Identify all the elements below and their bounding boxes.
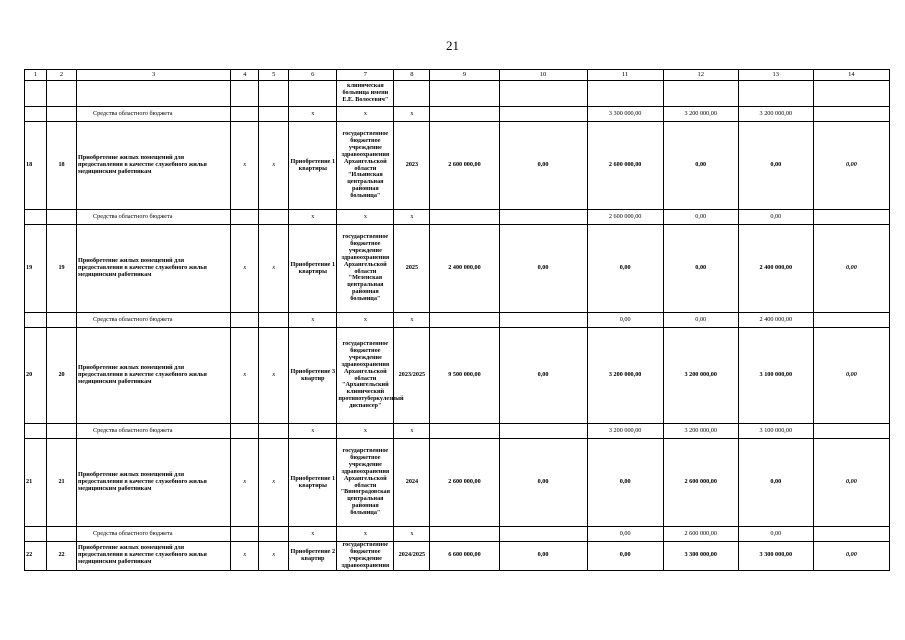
cell-c3: Приобретение жилых помещений для предоставления в качестве служебного жилья медицинским работникам — [77, 328, 231, 424]
cell-c13: 2 400 000,00 — [738, 313, 813, 328]
cell-c13: 3 100 000,00 — [738, 424, 813, 439]
header-cell: 5 — [259, 70, 289, 81]
cell-c6: Приобретение 2 квартир — [289, 542, 337, 571]
cell-c10 — [499, 313, 587, 328]
table-row — [25, 328, 890, 424]
empty-cell — [25, 313, 47, 328]
empty-cell — [259, 527, 289, 542]
empty-cell — [25, 527, 47, 542]
cell-c12: 3 300 000,00 — [663, 542, 738, 571]
cell-c1: 19 — [25, 225, 47, 313]
cell-c13: 3 100 000,00 — [738, 328, 813, 424]
subtotal-row — [25, 313, 890, 328]
empty-cell — [47, 313, 77, 328]
cell-c3: Приобретение жилых помещений для предоставления в качестве служебного жилья медицинским работникам — [77, 225, 231, 313]
cell-c14: 0,00 — [813, 225, 889, 313]
header-cell: 6 — [289, 70, 337, 81]
cell-c13: 0,00 — [738, 439, 813, 527]
cell-c3: Приобретение жилых помещений для предоставления в качестве служебного жилья медицинским работникам — [77, 122, 231, 210]
cell-c11: 3 300 000,00 — [587, 107, 663, 122]
cell-c12: 2 600 000,00 — [663, 439, 738, 527]
cell-c3: Приобретение жилых помещений для предоставления в качестве служебного жилья медицинским работникам — [77, 439, 231, 527]
cell-c14: 0,00 — [813, 542, 889, 571]
cell-c10: 0,00 — [499, 225, 587, 313]
empty-cell — [231, 210, 259, 225]
cell-c9: 9 500 000,00 — [430, 328, 499, 424]
cell-c7: x — [337, 107, 394, 122]
cell-c7: государственное бюджетное учреждение здравоохранения Архангельской области "Виноградовская центральная районная больница" — [337, 439, 394, 527]
cell-c9 — [430, 527, 499, 542]
cell-c11: 0,00 — [587, 439, 663, 527]
subtotal-row — [25, 527, 890, 542]
cell-c9: 2 600 000,00 — [430, 122, 499, 210]
empty-cell — [25, 210, 47, 225]
cell-c14 — [813, 107, 889, 122]
cell-c2: 22 — [47, 542, 77, 571]
empty-cell — [25, 424, 47, 439]
subtotal-row — [25, 424, 890, 439]
header-cell: 1 — [25, 70, 47, 81]
cell-c3: Средства областного бюджета — [77, 107, 231, 122]
cell-c5: x — [259, 542, 289, 571]
cell-c6: x — [289, 527, 337, 542]
empty-cell — [47, 424, 77, 439]
cell-c8: x — [394, 210, 430, 225]
empty-cell — [259, 424, 289, 439]
header-cell: 11 — [587, 70, 663, 81]
header-cell: 4 — [231, 70, 259, 81]
cell-c8: 2023/2025 — [394, 328, 430, 424]
subtotal-row — [25, 210, 890, 225]
cell-c8: 2025 — [394, 225, 430, 313]
cell-c6: Приобретение 3 квартир — [289, 328, 337, 424]
cell-c2: 18 — [47, 122, 77, 210]
cell-c14: 0,00 — [813, 328, 889, 424]
cell-c3: Средства областного бюджета — [77, 210, 231, 225]
cell-c11: 0,00 — [587, 225, 663, 313]
cell-c10: 0,00 — [499, 542, 587, 571]
cell-c10: 0,00 — [499, 122, 587, 210]
cell-c10: 0,00 — [499, 328, 587, 424]
header-cell: 3 — [77, 70, 231, 81]
cell-c13: 3 200 000,00 — [738, 107, 813, 122]
header-cell: 2 — [47, 70, 77, 81]
cell-c7: государственное бюджетное учреждение здравоохранения Архангельской области "Архангельский клинический противотуберкулезный диспансер" — [337, 328, 394, 424]
cell-c13: 0,00 — [738, 210, 813, 225]
cell-c2: 21 — [47, 439, 77, 527]
cell-c1: 22 — [25, 542, 47, 571]
cell-c6: Приобретение 1 квартиры — [289, 122, 337, 210]
cell-c12: 0,00 — [663, 225, 738, 313]
cell-c11: 2 600 000,00 — [587, 210, 663, 225]
empty-cell — [25, 107, 47, 122]
cell-c6: x — [289, 210, 337, 225]
cell-c11: 0,00 — [587, 527, 663, 542]
header-cell: 10 — [499, 70, 587, 81]
cell-c6: x — [289, 313, 337, 328]
cell-c14 — [813, 424, 889, 439]
cell-c9: 2 400 000,00 — [430, 225, 499, 313]
organization-cell: клиническая больница имени Е.Е. Волосевич" — [337, 81, 394, 107]
empty-cell — [47, 107, 77, 122]
cell-c9 — [430, 424, 499, 439]
cell-c10 — [499, 107, 587, 122]
cell-c9: 2 600 000,00 — [430, 439, 499, 527]
cell-c6: Приобретение 1 квартиры — [289, 225, 337, 313]
cell-c13: 2 400 000,00 — [738, 225, 813, 313]
cell-c3: Средства областного бюджета — [77, 424, 231, 439]
cell-c2: 20 — [47, 328, 77, 424]
empty-cell — [259, 210, 289, 225]
cell-c7: государственное бюджетное учреждение здравоохранения Архангельской области "Ильинская центральная районная больница" — [337, 122, 394, 210]
cell-c12: 0,00 — [663, 122, 738, 210]
cell-c1: 20 — [25, 328, 47, 424]
table-row — [25, 225, 890, 313]
cell-c4: x — [231, 225, 259, 313]
cell-c13: 0,00 — [738, 527, 813, 542]
cell-c11: 2 600 000,00 — [587, 122, 663, 210]
continuation-row — [25, 81, 890, 107]
cell-c8: x — [394, 107, 430, 122]
subtotal-row — [25, 107, 890, 122]
cell-c4: x — [231, 542, 259, 571]
empty-cell — [47, 527, 77, 542]
cell-c8: x — [394, 313, 430, 328]
cell-c8: x — [394, 424, 430, 439]
cell-c6: Приобретение 1 квартиры — [289, 439, 337, 527]
empty-cell — [231, 527, 259, 542]
cell-c5: x — [259, 328, 289, 424]
header-cell: 8 — [394, 70, 430, 81]
cell-c5: x — [259, 122, 289, 210]
cell-c11: 0,00 — [587, 313, 663, 328]
header-cell: 9 — [430, 70, 499, 81]
table-row — [25, 439, 890, 527]
header-cell: 13 — [738, 70, 813, 81]
cell-c8: x — [394, 527, 430, 542]
cell-c8: 2024/2025 — [394, 542, 430, 571]
cell-c4: x — [231, 328, 259, 424]
cell-c6: x — [289, 424, 337, 439]
cell-c3: Приобретение жилых помещений для предоставления в качестве служебного жилья медицинским работникам — [77, 542, 231, 571]
cell-c13: 3 300 000,00 — [738, 542, 813, 571]
empty-cell — [231, 313, 259, 328]
cell-c12: 3 200 000,00 — [663, 107, 738, 122]
cell-c6: x — [289, 107, 337, 122]
cell-c7: x — [337, 424, 394, 439]
cell-c12: 2 600 000,00 — [663, 527, 738, 542]
cell-c13: 0,00 — [738, 122, 813, 210]
cell-c11: 0,00 — [587, 542, 663, 571]
cell-c9 — [430, 107, 499, 122]
table-row — [25, 122, 890, 210]
header-row — [25, 70, 890, 81]
header-cell: 14 — [813, 70, 889, 81]
cell-c7: x — [337, 313, 394, 328]
cell-c14 — [813, 210, 889, 225]
budget-table — [24, 69, 890, 571]
header-cell: 7 — [337, 70, 394, 81]
cell-c11: 3 200 000,00 — [587, 328, 663, 424]
header-cell: 12 — [663, 70, 738, 81]
cell-c7: x — [337, 210, 394, 225]
cell-c7: государственное бюджетное учреждение здравоохранения — [337, 542, 394, 571]
empty-cell — [47, 210, 77, 225]
cell-c5: x — [259, 225, 289, 313]
cell-c12: 3 200 000,00 — [663, 328, 738, 424]
cell-c3: Средства областного бюджета — [77, 313, 231, 328]
cell-c9: 6 600 000,00 — [430, 542, 499, 571]
empty-cell — [231, 107, 259, 122]
cell-c12: 0,00 — [663, 313, 738, 328]
cell-c9 — [430, 313, 499, 328]
cell-c5: x — [259, 439, 289, 527]
cell-c10 — [499, 527, 587, 542]
table-row — [25, 542, 890, 571]
cell-c7: государственное бюджетное учреждение здравоохранения Архангельской области "Мезенская центральная районная больница" — [337, 225, 394, 313]
cell-c14: 0,00 — [813, 122, 889, 210]
cell-c14: 0,00 — [813, 439, 889, 527]
cell-c9 — [430, 210, 499, 225]
cell-c3: Средства областного бюджета — [77, 527, 231, 542]
cell-c7: x — [337, 527, 394, 542]
empty-cell — [259, 107, 289, 122]
cell-c10: 0,00 — [499, 439, 587, 527]
cell-c4: x — [231, 122, 259, 210]
cell-c1: 21 — [25, 439, 47, 527]
cell-c1: 18 — [25, 122, 47, 210]
cell-c12: 3 200 000,00 — [663, 424, 738, 439]
cell-c14 — [813, 527, 889, 542]
cell-c14 — [813, 313, 889, 328]
cell-c8: 2023 — [394, 122, 430, 210]
page-number: 21 — [446, 38, 459, 53]
cell-c10 — [499, 210, 587, 225]
empty-cell — [231, 424, 259, 439]
cell-c8: 2024 — [394, 439, 430, 527]
cell-c11: 3 200 000,00 — [587, 424, 663, 439]
empty-cell — [259, 313, 289, 328]
cell-c4: x — [231, 439, 259, 527]
cell-c10 — [499, 424, 587, 439]
cell-c12: 0,00 — [663, 210, 738, 225]
cell-c2: 19 — [47, 225, 77, 313]
